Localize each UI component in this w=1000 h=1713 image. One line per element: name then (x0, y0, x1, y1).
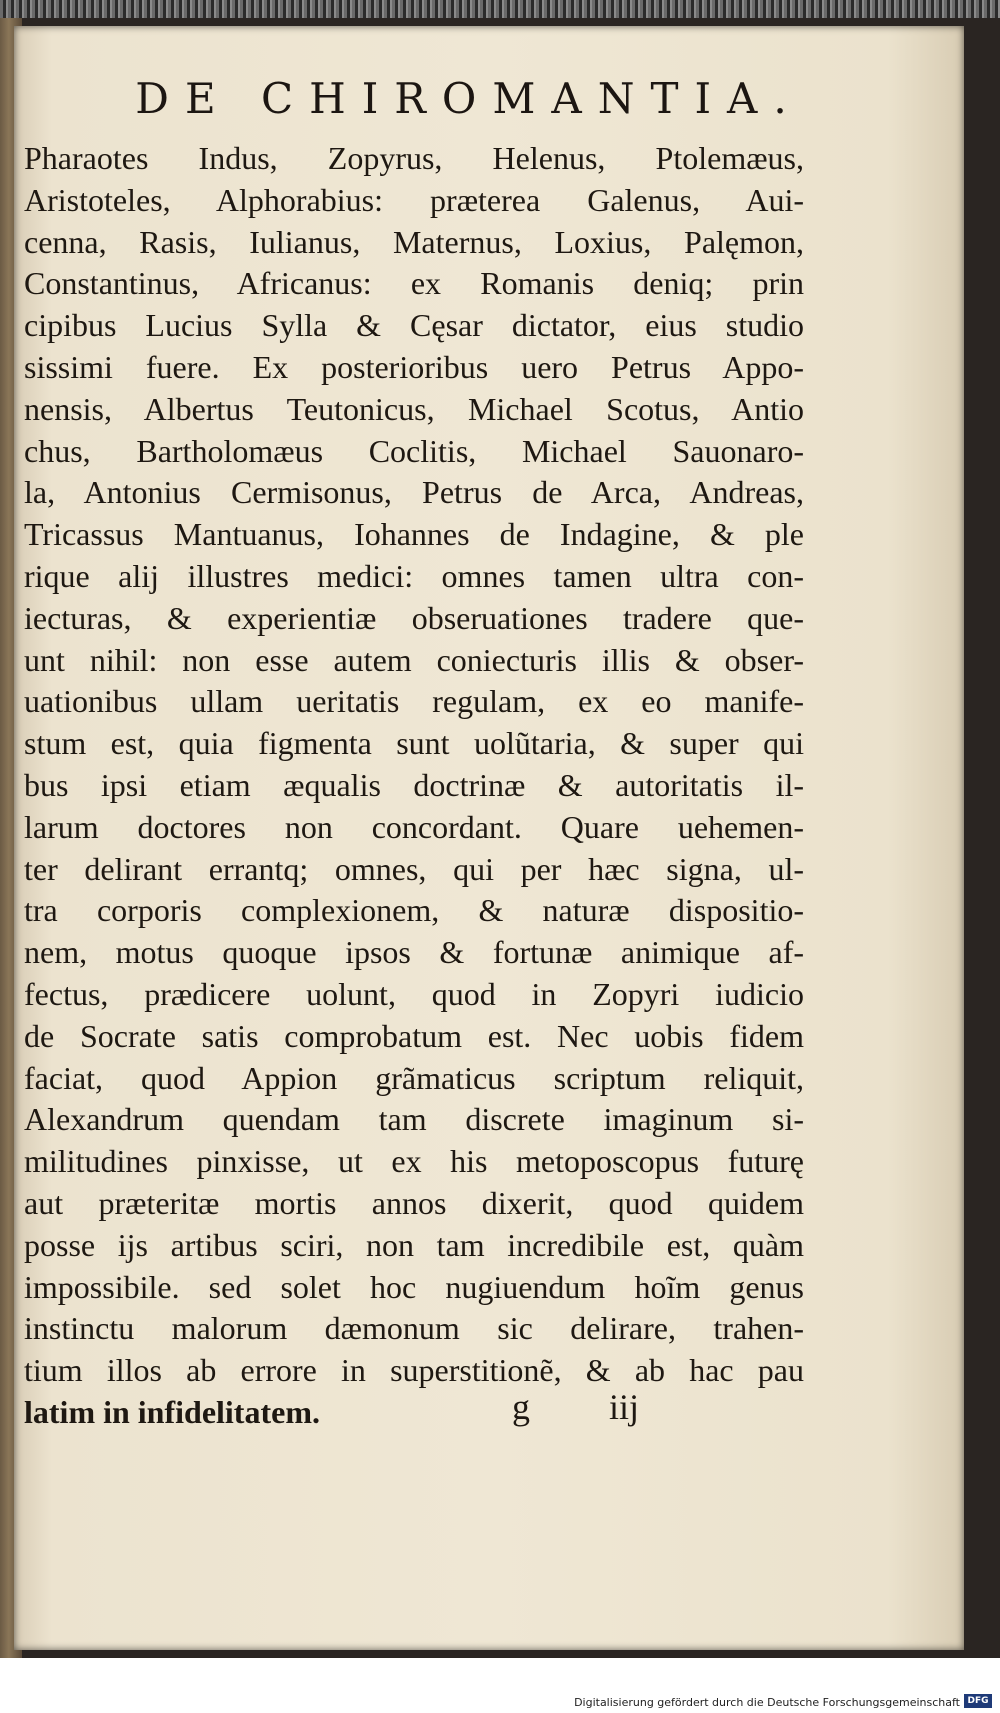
text-line: bus ipsi etiam æqualis doctrinæ & autoritatis il- (24, 766, 804, 803)
text-line: Constantinus, Africanus: ex Romanis deniq; prin (24, 265, 804, 302)
text-line: militudines pinxisse, ut ex his metoposcopus futurę (24, 1143, 804, 1180)
text-line: ter delirant errantq; omnes, qui per hæc signa, ul- (24, 850, 804, 887)
dfg-logo-icon: DFG (964, 1694, 992, 1708)
text-line: iecturas, & experientiæ obseruationes tradere que- (24, 599, 804, 636)
text-line: la, Antonius Cermisonus, Petrus de Arca, Andreas, (24, 474, 804, 511)
text-line: aut præteritæ mortis annos dixerit, quod quidem (24, 1184, 804, 1221)
running-head: DE CHIROMANTIA. (135, 74, 803, 123)
text-line: rique alij illustres medici: omnes tamen ultra con- (24, 557, 804, 594)
signature-mark: g iij (512, 1387, 640, 1427)
text-line: impossibile. sed solet hoc nugiuendum hoĩm genus (24, 1268, 804, 1305)
text-line: tra corporis complexionem, & naturæ dispositio- (24, 892, 804, 929)
text-line: chus, Bartholomæus Coclitis, Michael Sauonaro- (24, 432, 804, 469)
text-line: Tricassus Mantuanus, Iohannes de Indagine, & ple (24, 516, 804, 553)
text-line: Pharaotes Indus, Zopyrus, Helenus, Ptolemæus, (24, 140, 804, 176)
text-line: tium illos ab errore in superstitionẽ, & ab hac pau (24, 1352, 804, 1389)
text-line: Alexandrum quendam tam discrete imaginum si- (24, 1101, 804, 1138)
digitization-credit: Digitalisierung gefördert durch die Deutsche Forschungsgemeinschaft (574, 1696, 960, 1709)
text-line: sissimi fuere. Ex posterioribus uero Petrus Appo- (24, 348, 804, 385)
text-line: Aristoteles, Alphorabius: præterea Galenus, Aui- (24, 181, 804, 218)
text-line: nem, motus quoque ipsos & fortunæ animique af- (24, 934, 804, 971)
text-line: fectus, prædicere uolunt, quod in Zopyri iudicio (24, 975, 804, 1012)
text-line: nensis, Albertus Teutonicus, Michael Scotus, Antio (24, 390, 804, 427)
text-line: uationibus ullam ueritatis regulam, ex eo manife- (24, 683, 804, 720)
text-line: larum doctores non concordant. Quare uehemen- (24, 808, 804, 845)
text-line: instinctu malorum dæmonum sic delirare, trahen- (24, 1310, 804, 1347)
book-top-edge (0, 0, 1000, 18)
text-line: posse ijs artibus sciri, non tam incredibile est, quàm (24, 1226, 804, 1263)
text-line: cipibus Lucius Sylla & Cęsar dictator, eius studio (24, 307, 804, 344)
text-line-final: latim in infidelitatem. (24, 1393, 320, 1430)
page-body (24, 138, 804, 1434)
book-page (14, 26, 964, 1650)
text-line: de Socrate satis comprobatum est. Nec uobis fidem (24, 1017, 804, 1054)
text-line: cenna, Rasis, Iulianus, Maternus, Loxius, Palęmon, (24, 223, 804, 260)
text-line: unt nihil: non esse autem coniecturis illis & obser- (24, 641, 804, 678)
text-line: stum est, quia figmenta sunt uolũtaria, & super qui (24, 725, 804, 762)
text-line: faciat, quod Appion grãmaticus scriptum reliquit, (24, 1059, 804, 1096)
